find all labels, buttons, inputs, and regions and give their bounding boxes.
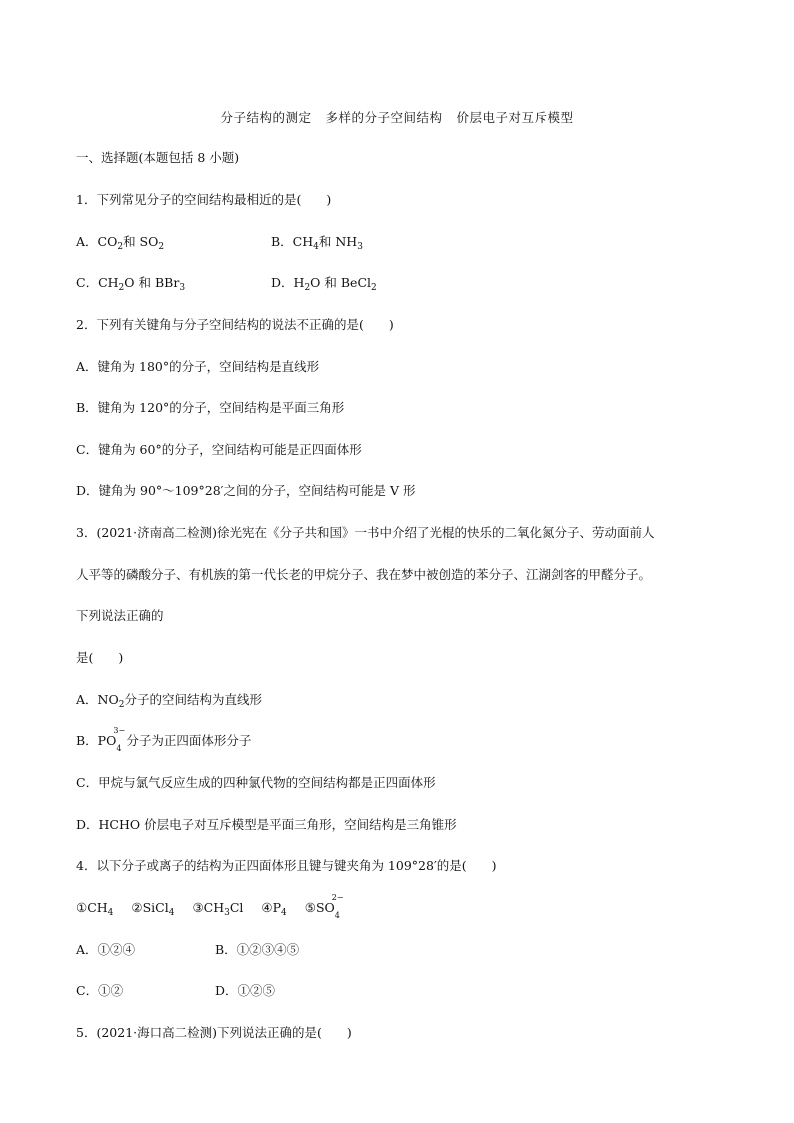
- section-heading: 一、选择题(本题包括 8 小题): [76, 150, 240, 165]
- sulfate-ion-script: 2− 4: [331, 893, 344, 920]
- q1-option-a: A．$CO_2$和 $SO_2$: [76, 234, 165, 252]
- q4-item-1: $①CH_4$: [76, 900, 114, 918]
- q2-option-c: C．键角为 60°的分子，空间结构可能是正四面体形: [76, 442, 362, 457]
- q1-option-c: C．$CH_2O$ 和 BBr$_3$: [76, 275, 186, 293]
- phosphate-ion-script: 3− 4: [113, 726, 126, 753]
- q1-option-d: D．$H_2O$ 和 BeCl$_2$: [271, 275, 377, 293]
- q4-item-2: ②SiCl$_4$: [131, 900, 175, 918]
- q4-item-3: $③CH_3Cl$: [192, 900, 244, 918]
- q2-stem: 2．下列有关键角与分子空间结构的说法不正确的是( ): [76, 317, 394, 332]
- title-part-1: 分子结构的测定: [220, 110, 312, 125]
- q3-stem-line-2: 人平等的磷酸分子、有机族的第一代长老的甲烷分子、我在梦中被创造的苯分子、江湖剑客的甲醛分子。: [76, 567, 652, 582]
- title-part-3: 价层电子对互斥模型: [456, 110, 574, 125]
- q4-option-a: A．①②④: [76, 942, 136, 957]
- q2-option-b: B．键角为 120°的分子，空间结构是平面三角形: [76, 400, 345, 415]
- q2-option-d: D．键角为 90°～109°28′之间的分子，空间结构可能是 V 形: [76, 483, 416, 498]
- q3-stem-line-3: 下列说法正确的: [76, 608, 164, 623]
- q4-option-c: C．①②: [76, 983, 124, 998]
- q1-options-row-1: [76, 234, 716, 250]
- q4-items: [76, 893, 345, 920]
- q4-stem: 4．以下分子或离子的结构为正四面体形且键与键夹角为 109°28′的是( ): [76, 858, 497, 873]
- q2-option-a: A．键角为 180°的分子，空间结构是直线形: [76, 359, 320, 374]
- q4-option-d: D．①②⑤: [215, 983, 276, 998]
- q1-option-b: B．$CH_4$和 $NH_3$: [271, 234, 363, 252]
- title-part-2: 多样的分子空间结构: [325, 110, 443, 125]
- q4-item-4: $④P_4$: [261, 900, 287, 918]
- q1-options-row-2: [76, 275, 716, 291]
- q5-stem: 5．(2021·海口高二检测)下列说法正确的是( ): [76, 1025, 352, 1040]
- q3-option-a: A．$NO_2$分子的空间结构为直线形: [76, 692, 262, 710]
- q4-option-b: B．①②③④⑤: [215, 942, 300, 957]
- q3-option-b: B．PO 3− 4 分子为正四面体形分子: [76, 726, 252, 753]
- q3-stem-line-1: 3．(2021·济南高二检测)徐光宪在《分子共和国》一书中介绍了光棍的快乐的二氧化氮分子、劳动面前人: [76, 525, 655, 540]
- q4-options-row-1: [76, 942, 576, 958]
- q4-options-row-2: [76, 983, 576, 999]
- q4-item-5: ⑤SO 2− 4: [304, 893, 344, 920]
- q3-option-c: C．甲烷与氯气反应生成的四种氯代物的空间结构都是正四面体形: [76, 775, 436, 790]
- q3-stem-line-4: 是( ): [76, 650, 124, 665]
- q1-stem: 1．下列常见分子的空间结构最相近的是( ): [76, 192, 332, 207]
- page-title: [0, 108, 794, 126]
- q3-option-d: D．HCHO 价层电子对互斥模型是平面三角形，空间结构是三角锥形: [76, 817, 457, 832]
